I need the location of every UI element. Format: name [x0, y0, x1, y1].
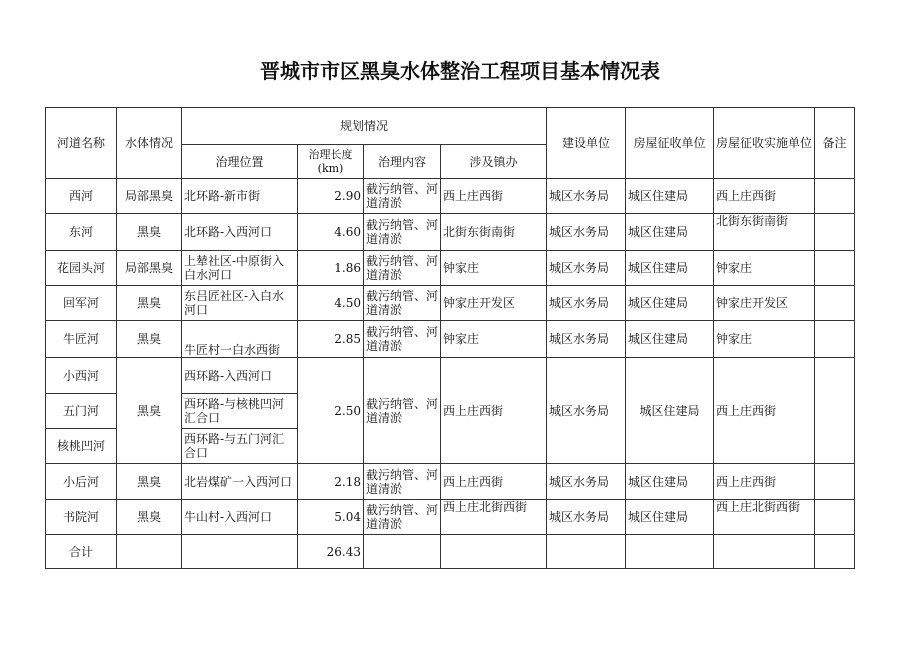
- cell-builder: 城区水务局: [547, 251, 626, 286]
- cell-content: 截污纳管、河道清淤: [364, 500, 441, 535]
- total-row: [46, 535, 855, 569]
- header-remark: 备注: [815, 108, 855, 179]
- header-acquisition: 房屋征收单位: [626, 108, 714, 179]
- cell-builder: 城区水务局: [547, 500, 626, 535]
- cell-builder: 城区水务局: [547, 358, 626, 464]
- cell-river: 书院河: [46, 500, 117, 535]
- cell-town: 西上庄西街: [441, 179, 547, 214]
- cell-content: 截污纳管、河道清淤: [364, 179, 441, 214]
- empty-cell: [626, 535, 714, 569]
- cell-condition: 局部黑臭: [117, 251, 182, 286]
- cell-implementer: 西上庄西街: [714, 464, 815, 500]
- cell-location: 西环路-入西河口: [182, 358, 298, 394]
- header-condition: 水体情况: [117, 108, 182, 179]
- cell-remark: [815, 286, 855, 321]
- cell-acquisition: 城区住建局: [626, 464, 714, 500]
- cell-river: 五门河: [46, 394, 117, 429]
- cell-remark: [815, 358, 855, 464]
- cell-river: 小西河: [46, 358, 117, 394]
- page-title: 晋城市市区黑臭水体整治工程项目基本情况表: [260, 59, 660, 83]
- cell-river: 西河: [46, 179, 117, 214]
- cell-remark: [815, 214, 855, 251]
- cell-acquisition: 城区住建局: [626, 179, 714, 214]
- cell-content: 截污纳管、河道清淤: [364, 464, 441, 500]
- cell-remark: [815, 179, 855, 214]
- cell-implementer: 西上庄西街: [714, 358, 815, 464]
- cell-builder: 城区水务局: [547, 179, 626, 214]
- cell-length: 2.50: [298, 358, 364, 464]
- cell-length: 1.86: [298, 251, 364, 286]
- empty-cell: [714, 535, 815, 569]
- cell-acquisition: 城区住建局: [626, 214, 714, 251]
- cell-town: 西上庄北街西街: [441, 500, 547, 535]
- cell-river: 花园头河: [46, 251, 117, 286]
- cell-length: 4.50: [298, 286, 364, 321]
- cell-content: 截污纳管、河道清淤: [364, 286, 441, 321]
- cell-acquisition: 城区住建局: [626, 251, 714, 286]
- cell-length: 2.90: [298, 179, 364, 214]
- table-row: [46, 251, 855, 286]
- empty-cell: [441, 535, 547, 569]
- cell-location: 北环路-新市街: [182, 179, 298, 214]
- cell-acquisition: 城区住建局: [626, 500, 714, 535]
- cell-location: 牛匠村一白水西街: [182, 321, 298, 358]
- empty-cell: [182, 535, 298, 569]
- header-river: 河道名称: [46, 108, 117, 179]
- cell-location: 上辇社区-中原街入白水河口: [182, 251, 298, 286]
- cell-acquisition: 城区住建局: [626, 321, 714, 358]
- cell-river: 牛匠河: [46, 321, 117, 358]
- cell-river: 回军河: [46, 286, 117, 321]
- cell-length: 5.04: [298, 500, 364, 535]
- cell-river: 小后河: [46, 464, 117, 500]
- river-table: [45, 107, 855, 569]
- cell-condition: 黑臭: [117, 358, 182, 464]
- cell-implementer: 西上庄北街西街: [714, 500, 815, 535]
- empty-cell: [364, 535, 441, 569]
- cell-builder: 城区水务局: [547, 286, 626, 321]
- header-town: 涉及镇办: [441, 145, 547, 179]
- cell-length: 4.60: [298, 214, 364, 251]
- header-builder: 建设单位: [547, 108, 626, 179]
- cell-town: 西上庄西街: [441, 358, 547, 464]
- header-location: 治理位置: [182, 145, 298, 179]
- table-row: [46, 464, 855, 500]
- cell-town: 钟家庄: [441, 251, 547, 286]
- cell-implementer: 北街东街南街: [714, 214, 815, 251]
- header-content: 治理内容: [364, 145, 441, 179]
- cell-builder: 城区水务局: [547, 214, 626, 251]
- cell-implementer: 钟家庄开发区: [714, 286, 815, 321]
- total-label: 合计: [46, 535, 117, 569]
- cell-town: 钟家庄开发区: [441, 286, 547, 321]
- cell-location: 西环路-与核桃凹河汇合口: [182, 394, 298, 429]
- cell-builder: 城区水务局: [547, 464, 626, 500]
- cell-location: 北岩煤矿一入西河口: [182, 464, 298, 500]
- cell-acquisition: 城区住建局: [626, 286, 714, 321]
- cell-remark: [815, 500, 855, 535]
- header-row: [46, 108, 855, 145]
- cell-condition: 黑臭: [117, 286, 182, 321]
- cell-builder: 城区水务局: [547, 321, 626, 358]
- cell-implementer: 西上庄西街: [714, 179, 815, 214]
- cell-length: 2.85: [298, 321, 364, 358]
- header-length: 治理长度(km): [298, 145, 364, 179]
- cell-river: 东河: [46, 214, 117, 251]
- table-row: [46, 214, 855, 251]
- empty-cell: [547, 535, 626, 569]
- header-implementer: 房屋征收实施单位: [714, 108, 815, 179]
- cell-content: 截污纳管、河道清淤: [364, 321, 441, 358]
- table-row: [46, 358, 855, 394]
- cell-location: 西环路-与五门河汇合口: [182, 429, 298, 464]
- cell-town: 钟家庄: [441, 321, 547, 358]
- cell-remark: [815, 321, 855, 358]
- cell-remark: [815, 251, 855, 286]
- header-plan: 规划情况: [182, 108, 547, 145]
- cell-content: 截污纳管、河道清淤: [364, 251, 441, 286]
- cell-location: 东吕匠社区-入白水河口: [182, 286, 298, 321]
- cell-condition: 黑臭: [117, 464, 182, 500]
- cell-implementer: 钟家庄: [714, 251, 815, 286]
- empty-cell: [117, 535, 182, 569]
- cell-acquisition: 城区住建局: [626, 358, 714, 464]
- cell-length: 2.18: [298, 464, 364, 500]
- cell-condition: 黑臭: [117, 500, 182, 535]
- cell-remark: [815, 464, 855, 500]
- cell-river: 核桃凹河: [46, 429, 117, 464]
- cell-town: 北街东街南街: [441, 214, 547, 251]
- cell-condition: 黑臭: [117, 214, 182, 251]
- empty-cell: [815, 535, 855, 569]
- table-row: [46, 179, 855, 214]
- table-row: [46, 286, 855, 321]
- cell-condition: 局部黑臭: [117, 179, 182, 214]
- table-row: [46, 321, 855, 358]
- total-length: 26.43: [298, 535, 364, 569]
- cell-town: 西上庄西街: [441, 464, 547, 500]
- cell-location: 牛山村-入西河口: [182, 500, 298, 535]
- cell-condition: 黑臭: [117, 321, 182, 358]
- cell-location: 北环路-入西河口: [182, 214, 298, 251]
- table-row: [46, 500, 855, 535]
- cell-content: 截污纳管、河道清淤: [364, 214, 441, 251]
- cell-implementer: 钟家庄: [714, 321, 815, 358]
- cell-content: 截污纳管、河道清淤: [364, 358, 441, 464]
